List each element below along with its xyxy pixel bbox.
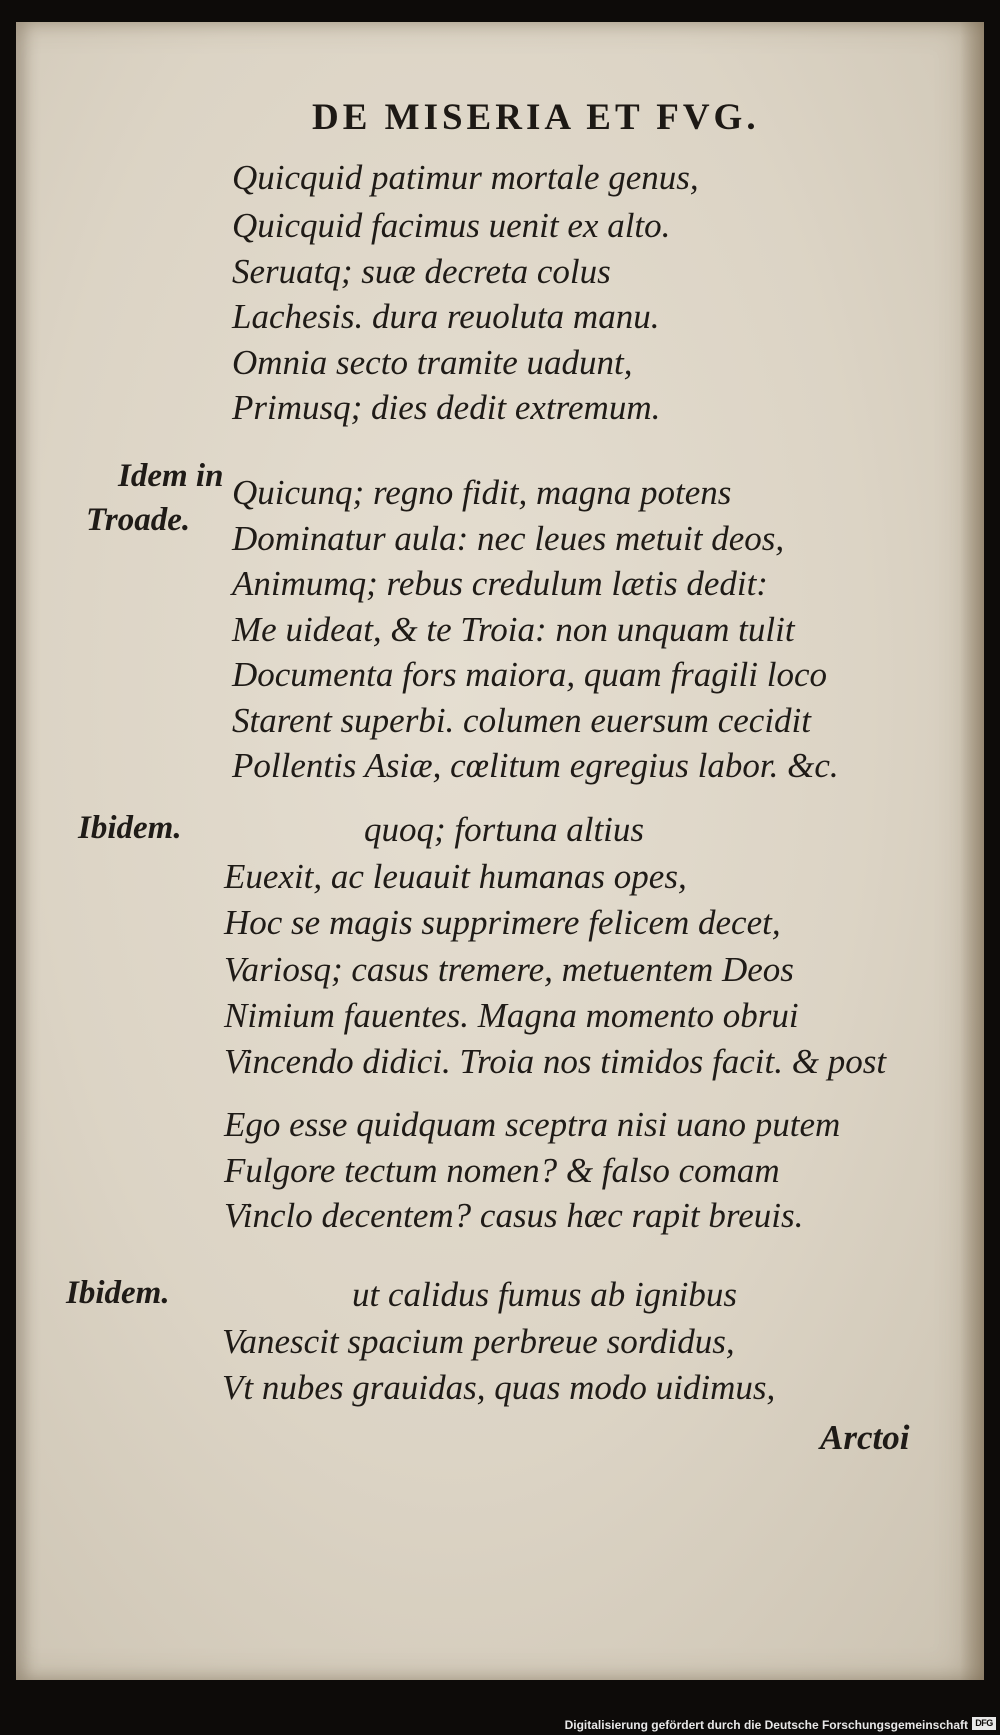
verse-line: Euexit, ac leuauit humanas opes, <box>224 857 687 896</box>
verse-line: Vincendo didici. Troia nos timidos facit. & post <box>224 1042 887 1081</box>
verse-line: quoq; fortuna altius <box>364 810 645 849</box>
verse-line: Quicquid facimus uenit ex alto. <box>232 206 671 245</box>
digitization-credit: Digitalisierung gefördert durch die Deutsche Forschungsgemeinschaft <box>564 1718 968 1732</box>
verse-line: ut calidus fumus ab ignibus <box>352 1275 738 1314</box>
verse-line: Vinclo decentem? casus hæc rapit breuis. <box>224 1196 804 1235</box>
verse-line: Nimium fauentes. Magna momento obrui <box>224 996 799 1035</box>
marginal-note: Ibidem. <box>78 810 182 846</box>
verse-line: Variosq; casus tremere, metuentem Deos <box>224 950 794 989</box>
verse-line: Vt nubes grauidas, quas modo uidimus, <box>222 1368 776 1407</box>
verse-line: Dominatur aula: nec leues metuit deos, <box>232 519 785 558</box>
verse-line: Quicquid patimur mortale genus, <box>232 158 699 197</box>
verse-line: Seruatq; suæ decreta colus <box>232 252 611 291</box>
page-edge-shadow <box>960 22 984 1680</box>
verse-line: Fulgore tectum nomen? & falso comam <box>224 1151 780 1190</box>
verse-line: Pollentis Asiæ, cœlitum egregius labor. &c. <box>232 746 839 785</box>
running-header: DE MISERIA ET FVG. <box>312 97 760 138</box>
catchword: Arctoi <box>820 1418 910 1457</box>
verse-line: Hoc se magis supprimere felicem decet, <box>224 903 781 942</box>
verse-line: Lachesis. dura reuoluta manu. <box>232 297 660 336</box>
marginal-note: Idem in <box>118 458 224 494</box>
verse-line: Documenta fors maiora, quam fragili loco <box>232 655 827 694</box>
verse-line: Quicunq; regno fidit, magna potens <box>232 473 732 512</box>
verse-line: Primusq; dies dedit extremum. <box>232 388 661 427</box>
verse-line: Me uideat, & te Troia: non unquam tulit <box>232 610 795 649</box>
verse-line: Omnia secto tramite uadunt, <box>232 343 633 382</box>
verse-line: Starent superbi. columen euersum cecidit <box>232 701 811 740</box>
marginal-note: Ibidem. <box>66 1275 170 1311</box>
dfg-logo-icon: DFG <box>972 1717 996 1730</box>
marginal-note: Troade. <box>86 502 191 538</box>
verse-line: Animumq; rebus credulum lætis dedit: <box>232 564 768 603</box>
verse-line: Vanescit spacium perbreue sordidus, <box>222 1322 735 1361</box>
verse-line: Ego esse quidquam sceptra nisi uano putem <box>224 1105 841 1144</box>
